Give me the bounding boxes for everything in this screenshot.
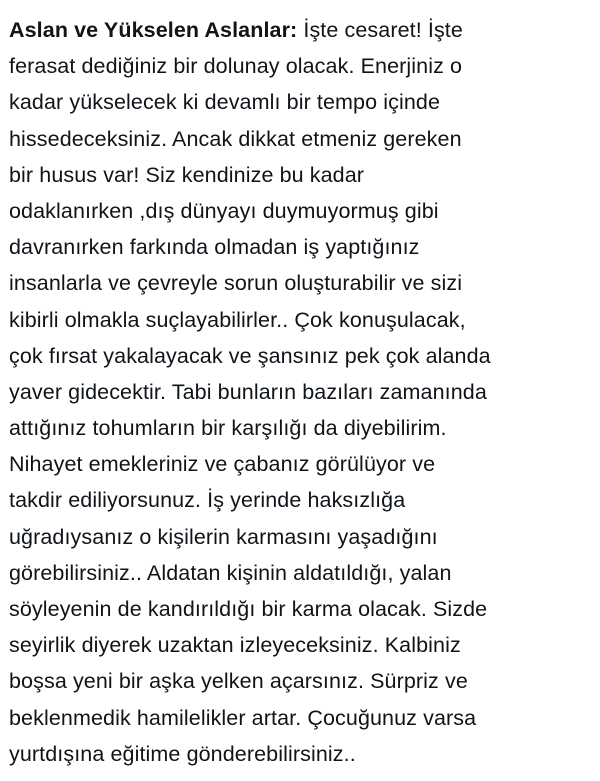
post-line-1 — [9, 12, 595, 48]
post-line-5: bir husus var! Siz kendinize bu kadar — [9, 162, 365, 187]
post-line-2: ferasat dediğiniz bir dolunay olacak. Enerjiniz o — [9, 54, 463, 79]
post-line-3: kadar yükselecek ki devamlı bir tempo içinde — [9, 90, 441, 115]
post-line-4: hissedeceksiniz. Ancak dikkat etmeniz gereken — [9, 126, 462, 151]
post-line-8: insanlarla ve çevreyle sorun oluşturabilir ve sizi — [9, 271, 463, 296]
post-line-19: boşsa yeni bir aşka yelken açarsınız. Sürpriz ve — [9, 669, 468, 694]
post-line-1-text: İşte cesaret! İşte — [297, 18, 463, 42]
post-line-21: yurtdışına eğitime gönderebilirsiniz.. — [9, 741, 356, 766]
post-line-20: beklenmedik hamilelikler artar. Çocuğunuz varsa — [9, 705, 477, 730]
post-line-9: kibirli olmakla suçlayabilirler.. Çok konuşulacak, — [9, 307, 466, 332]
post-line-13: Nihayet emekleriniz ve çabanız görülüyor ve — [9, 452, 436, 477]
post-line-7: davranırken farkında olmadan iş yaptığınız — [9, 235, 420, 260]
post-line-15: uğradıysanız o kişilerin karmasını yaşadığını — [9, 524, 438, 549]
post-line-17: söyleyenin de kandırıldığı bir karma olacak. Sizde — [9, 597, 488, 621]
post-heading: Aslan ve Yükselen Aslanlar: — [9, 18, 298, 42]
post-line-11: yaver gidecektir. Tabi bunların bazıları zamanında — [9, 379, 487, 404]
post-line-18: seyirlik diyerek uzaktan izleyeceksiniz. Kalbiniz — [9, 633, 461, 658]
post-line-14: takdir ediliyorsunuz. İş yerinde haksızlığa — [9, 488, 406, 513]
post-line-16: görebilirsiniz.. Aldatan kişinin aldatıldığı, yalan — [9, 560, 452, 585]
post-line-6: odaklanırken ,dış dünyayı duymuyormuş gibi — [9, 198, 439, 223]
post-line-12: attığınız tohumların bir karşılığı da diyebilirim. — [9, 416, 447, 441]
post-text — [9, 12, 595, 772]
post-line-10: çok fırsat yakalayacak ve şansınız pek çok alanda — [9, 343, 491, 368]
